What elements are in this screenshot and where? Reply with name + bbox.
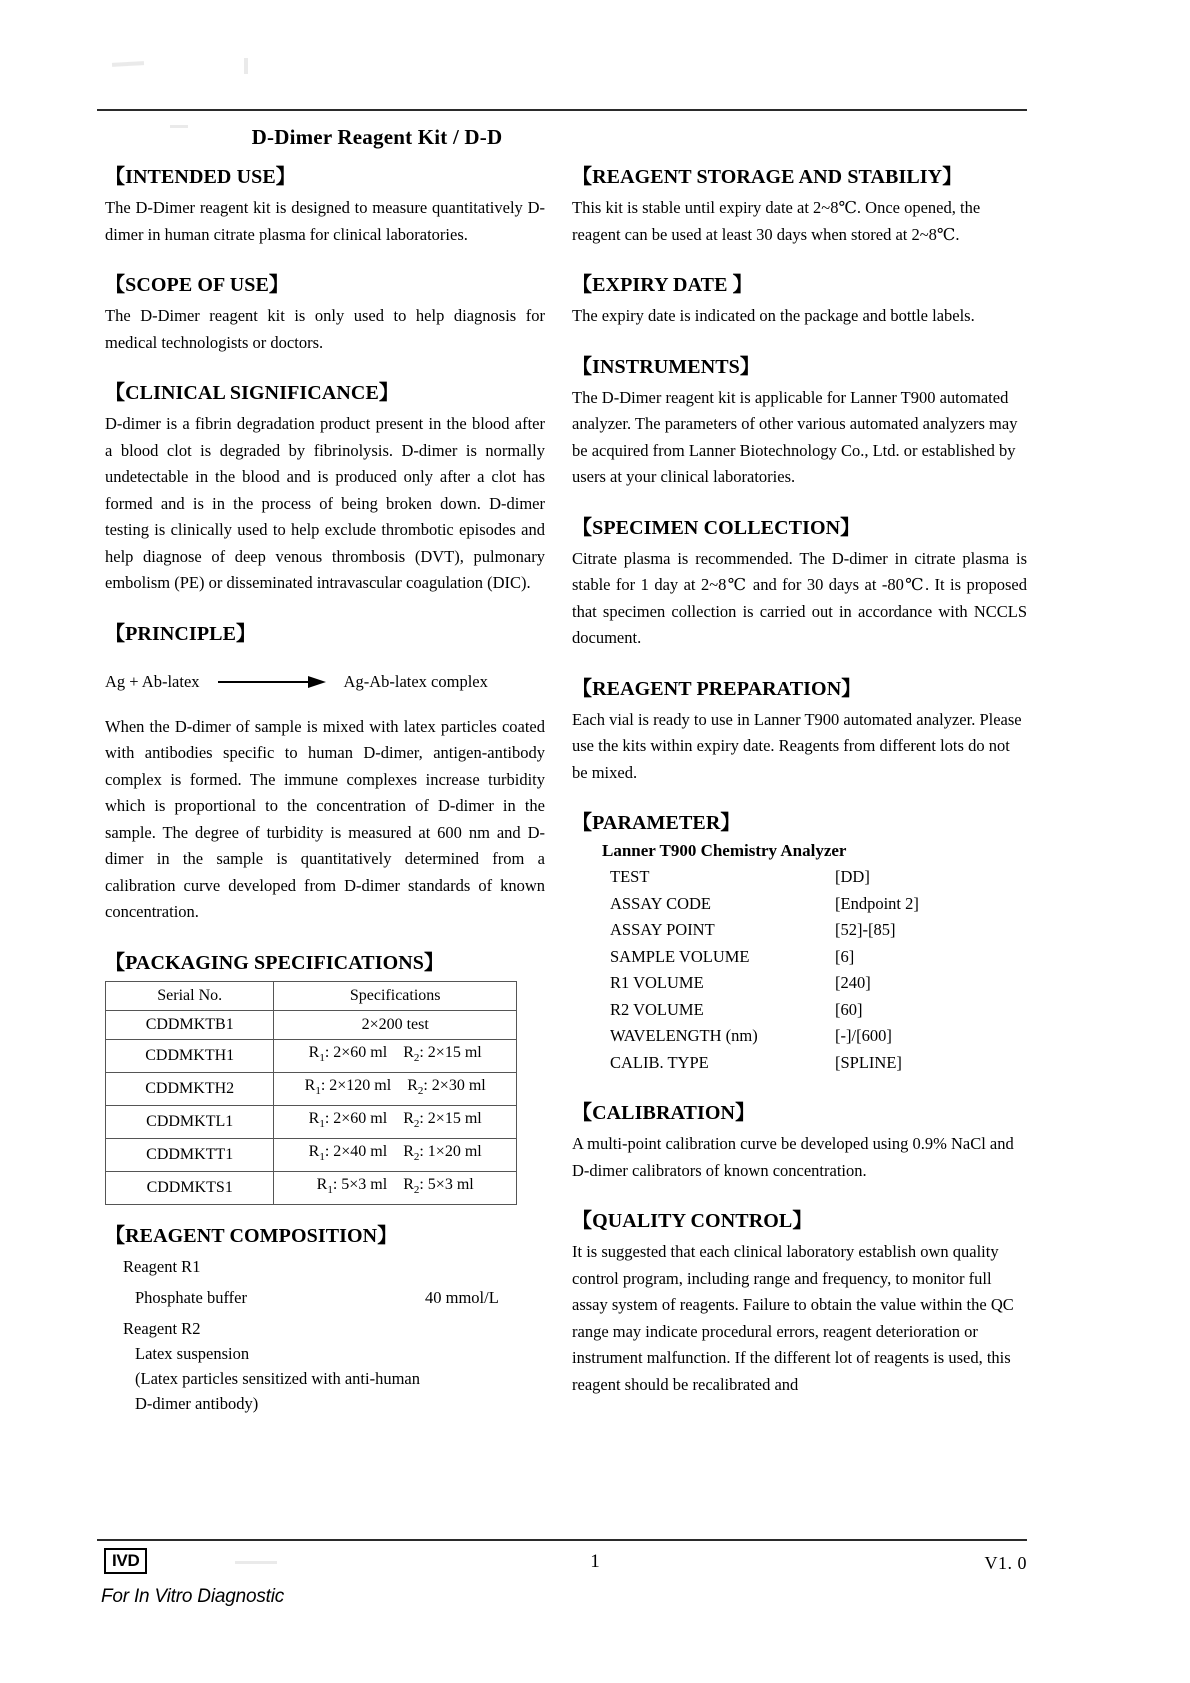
section-parameter [572, 806, 1027, 1076]
section-heading-calibration: 【CALIBRATION】 [572, 1102, 756, 1124]
table-header-row [106, 981, 517, 1010]
table-row [106, 1039, 517, 1072]
header-rule [97, 109, 1027, 111]
section-clinical-significance [105, 376, 545, 597]
parameter-row [572, 917, 1027, 944]
parameter-value: [DD] [835, 867, 870, 886]
scan-artifact [244, 58, 248, 74]
section-expiry-date [572, 268, 1027, 330]
reaction-arrow-icon [218, 676, 326, 688]
parameter-value: [52]-[85] [835, 920, 896, 939]
table-cell-specifications: $R_1$: 2×40 ml $R_2$: 1×20 ml [274, 1139, 517, 1172]
parameter-row [572, 970, 1027, 997]
section-reagent-composition [105, 1219, 545, 1416]
parameter-name: WAVELENGTH (nm) [610, 1026, 758, 1045]
section-calibration [572, 1096, 1027, 1184]
reagent-r2-line-3: D-dimer antibody) [135, 1394, 259, 1414]
parameter-row [572, 1050, 1027, 1077]
section-heading-intended-use: 【INTENDED USE】 [105, 166, 296, 188]
parameter-value: [6] [835, 946, 855, 966]
section-heading-reagent-storage: 【REAGENT STORAGE AND STABILIY】 [572, 166, 963, 188]
reagent-r2-line-2: (Latex particles sensitized with anti-human [135, 1369, 420, 1389]
section-heading-specimen-collection: 【SPECIMEN COLLECTION】 [572, 516, 861, 539]
reagent-r1-component-row [105, 1285, 545, 1310]
table-cell-specifications: $R_1$: 2×120 ml $R_2$: 2×30 ml [274, 1072, 517, 1105]
table-row [106, 1172, 517, 1205]
principle-equation [105, 672, 545, 692]
reagent-r2-line-1: Latex suspension [135, 1344, 250, 1364]
table-cell-serial-no: CDDMKTH2 [106, 1072, 274, 1105]
section-text-clinical-significance: D-dimer is a fibrin degradation product present in the blood after a blood clot is degraded by fibrinolysis. D-dimer is normally undetectable in the blood and is produced only after a clot has formed and is in the process of being broken down. D-dimer testing is clinically used to help exclude thrombotic episodes and help diagnose of deep venous thrombosis (DVT), pulmonary embolism (PE) or disseminated intravascular coagulation (DIC). [105, 414, 545, 592]
table-cell-serial-no: CDDMKTT1 [106, 1139, 274, 1172]
section-heading-packaging-specifications: 【PACKAGING SPECIFICATIONS】 [105, 951, 445, 974]
page-number: 1 [590, 1551, 600, 1572]
parameter-name: ASSAY CODE [610, 893, 712, 913]
parameter-name: R2 VOLUME [610, 999, 704, 1019]
section-instruments [572, 350, 1027, 491]
section-text-intended-use: The D-Dimer reagent kit is designed to measure quantitatively D-dimer in human citrate plasma for clinical laboratories. [105, 198, 545, 244]
section-text-principle: When the D-dimer of sample is mixed with latex particles coated with antibodies specific to human D-dimer, antigen-antibody complex is formed. The immune complexes increase turbidity which is proportional to the concentration of D-dimer in the sample. The degree of turbidity is measured at 600 nm and D-dimer in the sample is quantitatively determined from a calibration curve developed from D-dimer standards of known concentration. [105, 716, 545, 921]
parameter-row [572, 1023, 1027, 1050]
parameter-name: R1 VOLUME [610, 973, 704, 992]
right-column [572, 160, 1027, 1418]
parameter-value: [240] [835, 973, 871, 992]
section-text-scope-of-use: The D-Dimer reagent kit is only used to help diagnosis for medical technologists or doctors. [105, 306, 545, 352]
parameter-row [572, 944, 1027, 971]
table-cell-specifications: $R_1$: 2×60 ml $R_2$: 2×15 ml [274, 1105, 517, 1138]
packaging-specifications-table [105, 981, 517, 1206]
page-title: D-Dimer Reagent Kit / D-D [251, 125, 503, 149]
section-specimen-collection [572, 511, 1027, 652]
section-heading-instruments: 【INSTRUMENTS】 [572, 355, 760, 378]
parameter-row [572, 997, 1027, 1024]
section-quality-control [572, 1204, 1027, 1398]
section-packaging-specifications [105, 946, 545, 1206]
footer-rule [97, 1539, 1027, 1541]
parameter-value: [SPLINE] [835, 1052, 902, 1072]
parameter-value: [Endpoint 2] [835, 893, 919, 913]
section-reagent-preparation [572, 672, 1027, 787]
section-scope-of-use [105, 268, 545, 356]
reagent-r1-label: Reagent R1 [123, 1257, 201, 1277]
section-heading-scope-of-use: 【SCOPE OF USE】 [105, 274, 290, 296]
section-text-expiry-date: The expiry date is indicated on the package and bottle labels. [572, 306, 975, 325]
table-row [106, 1072, 517, 1105]
parameter-name: TEST [610, 867, 650, 886]
table-cell-specifications: $R_1$: 5×3 ml $R_2$: 5×3 ml [274, 1172, 517, 1205]
equation-reactants: Ag + Ab-latex [105, 671, 200, 691]
section-text-calibration: A multi-point calibration curve be developed using 0.9% NaCl and D-dimer calibrators of known concentration. [572, 1134, 1014, 1180]
reagent-r2-label: Reagent R2 [123, 1319, 201, 1339]
section-heading-reagent-composition: 【REAGENT COMPOSITION】 [105, 1225, 398, 1248]
section-text-reagent-preparation: Each vial is ready to use in Lanner T900 automated analyzer. Please use the kits within expiry date. Reagents from different lots do not be mixed. [572, 709, 1022, 782]
section-heading-clinical-significance: 【CLINICAL SIGNIFICANCE】 [105, 382, 400, 404]
table-cell-serial-no: CDDMKTB1 [106, 1010, 274, 1039]
reagent-r1-component-name: Phosphate buffer [135, 1288, 247, 1308]
parameter-value: [60] [835, 999, 863, 1019]
ivd-symbol-icon: IVD [104, 1548, 147, 1574]
document-version: V1. 0 [984, 1553, 1027, 1573]
table-cell-serial-no: CDDMKTH1 [106, 1039, 274, 1072]
scan-artifact [112, 61, 144, 67]
parameter-name: SAMPLE VOLUME [610, 946, 750, 966]
table-header-cell: Serial No. [106, 981, 274, 1010]
parameter-row [572, 864, 1027, 891]
left-column [105, 160, 545, 1436]
ivd-caption: For In Vitro Diagnostic [101, 1586, 285, 1607]
parameter-name: ASSAY POINT [610, 920, 715, 939]
section-text-specimen-collection: Citrate plasma is recommended. The D-dimer in citrate plasma is stable for 1 day at 2~8℃ and for 30 days at -80℃. It is proposed that specimen collection is carried out in accordance with NCCLS document. [572, 548, 1027, 647]
table-row [106, 1010, 517, 1039]
equation-products: Ag-Ab-latex complex [343, 671, 488, 691]
section-heading-principle: 【PRINCIPLE】 [105, 622, 257, 645]
section-intended-use [105, 160, 545, 248]
table-cell-serial-no: CDDMKTS1 [106, 1172, 274, 1205]
parameter-name: CALIB. TYPE [610, 1052, 709, 1072]
section-principle [105, 617, 545, 926]
table-row [106, 1139, 517, 1172]
parameter-value: [-]/[600] [835, 1026, 892, 1045]
section-heading-quality-control: 【QUALITY CONTROL】 [572, 1210, 813, 1232]
table-cell-specifications: $R_1$: 2×60 ml $R_2$: 2×15 ml [274, 1039, 517, 1072]
section-heading-parameter: 【PARAMETER】 [572, 812, 741, 834]
reagent-r1-component-value: 40 mmol/L [425, 1288, 499, 1308]
table-row [106, 1105, 517, 1138]
table-cell-specifications: 2×200 test [274, 1010, 517, 1039]
section-heading-reagent-preparation: 【REAGENT PREPARATION】 [572, 677, 862, 700]
section-text-instruments: The D-Dimer reagent kit is applicable for Lanner T900 automated analyzer. The parameters of other various automated analyzers may be acquired from Lanner Biotechnology Co., Ltd. or established by users at your clinical laboratories. [572, 387, 1018, 486]
section-text-quality-control: It is suggested that each clinical laboratory establish own quality control program, including range and frequency, to monitor full assay system of reagents. Failure to obtain the value within the QC range may indicate procedural errors, reagent deterioration or instrument malfunction. If the different lot of reagents is used, this reagent should be recalibrated and [572, 1242, 1014, 1394]
section-text-reagent-storage: This kit is stable until expiry date at 2~8℃. Once opened, the reagent can be used at least 30 days when stored at 2~8℃. [572, 198, 981, 244]
parameter-row [572, 891, 1027, 918]
section-heading-expiry-date: 【EXPIRY DATE 】 [572, 274, 753, 296]
parameter-rows [572, 864, 1027, 1076]
section-reagent-storage [572, 160, 1027, 248]
parameter-analyzer-name: Lanner T900 Chemistry Analyzer [602, 841, 847, 860]
table-header-cell: Specifications [274, 981, 517, 1010]
table-cell-serial-no: CDDMKTL1 [106, 1105, 274, 1138]
